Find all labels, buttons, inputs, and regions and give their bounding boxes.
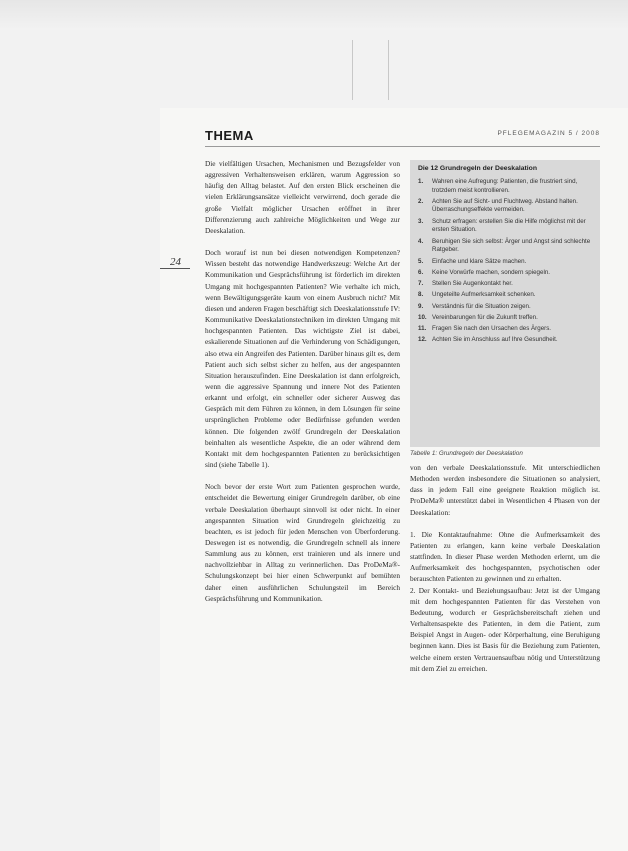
rule-number: 6. (418, 268, 424, 276)
section-title: THEMA (205, 128, 254, 143)
paragraph: Die vielfältigen Ursachen, Mechanismen und Bezugsfelder von aggressiven Verhaltensweisen erklären, warum Aggression so häufig den Alltag belastet. Auf den ersten Blick erscheinen die vielen Erklärungsansätze vielleicht verwirrend, doch gerade die große Vielfalt möglicher Ursachen eröffnet in ihrer Differenzierung auch zahlreiche Möglichkeiten und Wege zur Deeskalation. (205, 159, 400, 235)
rule-text: Ungeteilte Aufmerksamkeit schenken. (432, 291, 536, 299)
page-header (205, 130, 600, 147)
rule-text: Beruhigen Sie sich selbst: Ärger und Angst sind schlechte Ratgeber. (432, 237, 591, 254)
rule-text: Achten Sie im Anschluss auf Ihre Gesundheit. (432, 336, 558, 344)
rule-text: Vereinbarungen für die Zukunft treffen. (432, 313, 538, 321)
rule-item (418, 280, 594, 289)
rule-item (418, 269, 594, 278)
rule-number: 11. (418, 325, 427, 333)
rule-number: 1. (418, 178, 424, 185)
rule-item (418, 258, 594, 267)
rule-item (418, 178, 594, 195)
rule-text: Stellen Sie Augenkontakt her. (432, 280, 513, 288)
rule-number: 7. (418, 280, 424, 288)
running-head: PFLEGEMAGAZIN 5 / 2008 (497, 130, 600, 137)
rule-text: Fragen Sie nach den Ursachen des Ärgers. (432, 325, 552, 333)
rule-text: Keine Vorwürfe machen, sondern spiegeln. (432, 268, 550, 276)
page-number-rule (160, 268, 190, 269)
paragraph: 1. Die Kontaktaufnahme: Ohne die Aufmerksamkeit des Patienten zu erlangen, kann keine verbale Deeskalation stattfinden. In dieser Phase werden Methoden erlernt, um die Aufmerksamkeit des hochgespannten, psychotischen oder berauschten Patienten zu gewinnen und zu erhalten. (410, 529, 600, 584)
rule-item (418, 303, 594, 312)
rule-number: 2. (418, 197, 424, 205)
paragraph: Doch worauf ist nun bei diesen notwendigen Kompetenzen? Wissen besteht das notwendige Handwerkszeug: Welche Art der Kommunikation und Gesprächsführung ist förderlich im direkten Umgang mit hochgespannten Patienten? Wie verhalte ich mich, wenn Bewältigungsgeräte kaum von einem Ausbruch nicht? Mit diesen und anderen Fragen beschäftigt sich Deeskalationsstufe IV: Kommunikative Deeskalationstechniken im direkten Umgang mit hochgespannten Patienten. Das wichtigste Ziel ist dabei, eskalierende Situationen auf die Verhinderung von Schädigungen, also etwa ein Angreifen des Patienten. Darüber hinaus gilt es, dem Patient auch sich selbst sicher zu helfen, aus der angespannten Situation herauszufinden. Eine Deeskalation ist dann erfolgreich, wenn die aggressive Spannung und innere Not des Patienten erkannt und erfolgt, ein schneller oder sicherer Ausweg das Gespräch mit dem Führen zu können, in dem Lösungen für seine ursprünglichen Probleme oder Bedürfnisse gefunden werden können. Die folgenden zwölf Grundregeln der Deeskalation beinhalten als wesentliche Aspekte, die an oder während dem Kontakt mit dem hochgespannten Patienten zu berücksichtigen sind (siehe Tabelle 1). (205, 248, 400, 470)
infobox-title: Die 12 Grundregeln der Deeskalation (418, 165, 537, 172)
scan-fold-mark (352, 40, 353, 100)
rule-number: 9. (418, 302, 424, 310)
rule-item (418, 218, 594, 235)
rule-item (418, 238, 594, 255)
rule-number: 12. (418, 336, 427, 344)
infobox-caption: Tabelle 1: Grundregeln der Deeskalation (410, 450, 523, 457)
rule-number: 10. (418, 313, 427, 321)
rule-number: 5. (418, 257, 424, 265)
scan-fold-mark (388, 40, 389, 100)
rule-number: 4. (418, 237, 424, 245)
rule-list (418, 178, 594, 348)
rule-text: Achten Sie auf Sicht- und Fluchtweg. Abstand halten. Überraschungseffekte vermeiden. (432, 197, 578, 214)
rule-text: Wahren eine Aufregung: Patienten, die frustriert sind, trotzdem meist kontrollieren. (432, 178, 578, 194)
paragraph: 2. Der Kontakt- und Beziehungsaufbau: Jetzt ist der Umgang mit dem hochgespannten Patienten für das Verstehen von Bedeutung, wodurch er Gesprächsbereitschaft ziehen und Verhaltensaspekte des Patienten, in dem die Patient, zum Beispiel Angst in Augen- oder Körperhaltung, eine Beruhigung beginnen kann. Dies ist Basis für die Beziehung zum Patienten, welche einem ersten Vertrauensaufbau nötig und Unterstützung mit dem Ziel zu erreichen. (410, 585, 600, 673)
rule-text: Einfache und klare Sätze machen. (432, 257, 527, 265)
right-column (410, 462, 600, 674)
rule-item (418, 336, 594, 345)
rule-number: 8. (418, 291, 424, 299)
grundregeln-infobox (410, 160, 600, 447)
rule-item (418, 198, 594, 215)
rule-text: Verständnis für die Situation zeigen. (432, 302, 531, 310)
rule-item (418, 314, 594, 323)
rule-item (418, 291, 594, 300)
page-number: 24 (170, 256, 181, 268)
paragraph: von den verbale Deeskalationsstufe. Mit unterschiedlichen Methoden werden insbesondere die Situationen so analysiert, dass in jedem Fall eine geeignete Reaktion möglich ist. ProDeMa® unterstützt dabei in Wesentlichen 4 Phasen von der Deeskalation: (410, 463, 600, 517)
paragraph: Noch bevor der erste Wort zum Patienten gesprochen wurde, entscheidet die Bewertung einiger Grundregeln darüber, ob eine verbale Deeskalation überhaupt sinnvoll ist oder nicht. In einer angespannten Situation wird Grundregeln gleichzeitig zu beachten, es ist jedoch für jeden Menschen von Überforderung. Deswegen ist es notwendig, die Grundregeln schnell als innere Sammlung aus zu können, erst trainieren und als innere und nachvollziehbar in Alltag zu verinnerlichen. Das ProDeMa®-Schulungskonzept bei hier einen Schwerpunkt auf bemühten daher einen ausführlichen Schulungsteil im Bereich Gesprächsführung und Kommunikation. (205, 482, 400, 603)
rule-text: Schutz erfragen: erstellen Sie die Hilfe möglichst mit der ersten Situation. (432, 217, 586, 234)
rule-item (418, 325, 594, 334)
left-column (205, 158, 400, 604)
rule-number: 3. (418, 217, 424, 225)
scan-background (0, 0, 628, 30)
